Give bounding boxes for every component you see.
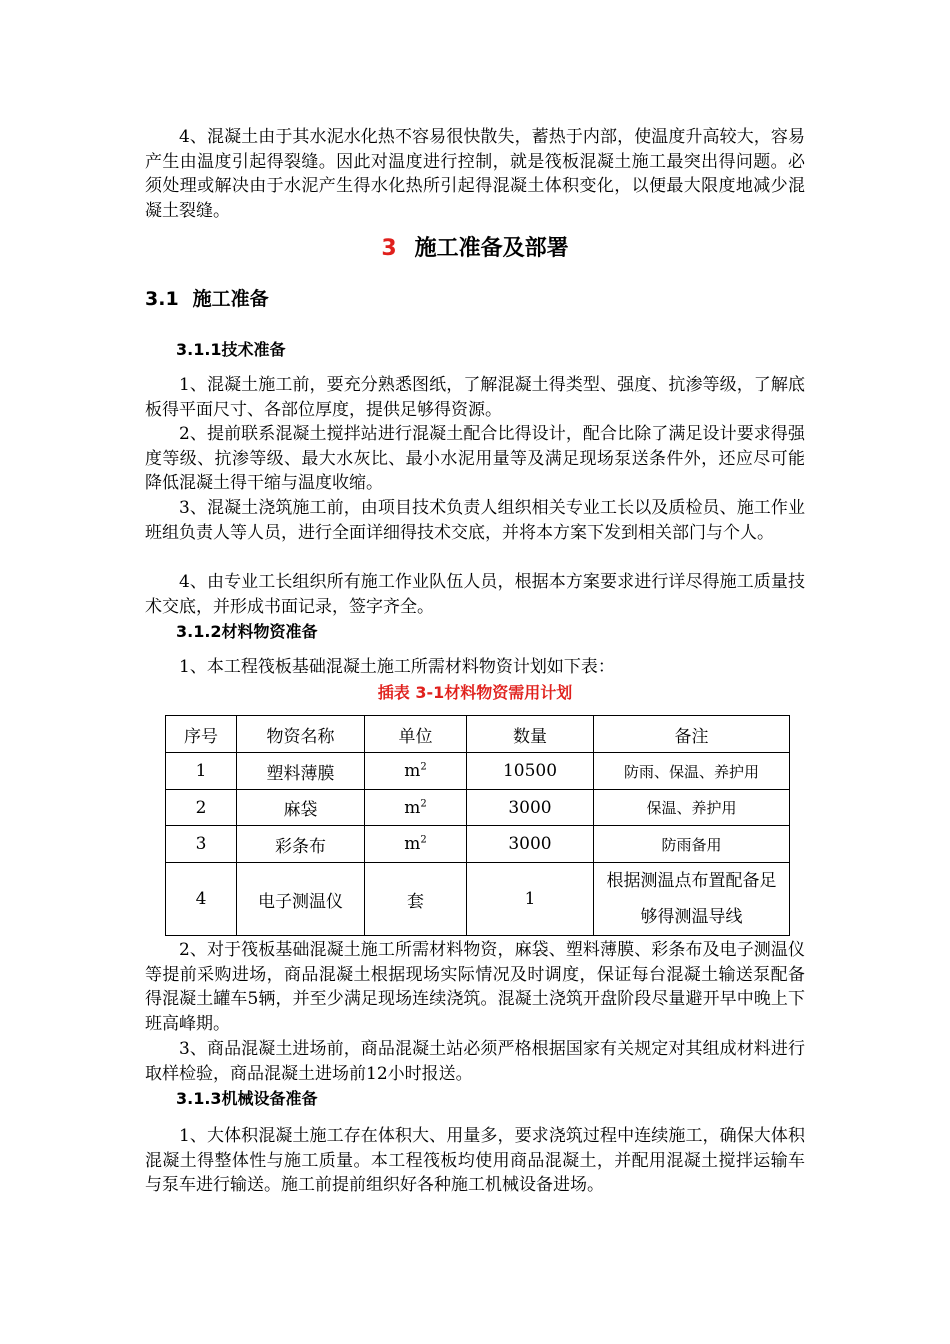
subsection-heading-tech: 3.1.1技术准备 — [176, 340, 286, 359]
unit-superscript: 2 — [420, 761, 427, 773]
header-name: 物资名称 — [237, 716, 365, 753]
cell-note: 保温、养护用 — [594, 790, 790, 826]
table-caption: 插表 3-1材料物资需用计划 — [377, 683, 573, 702]
section-heading — [145, 285, 269, 313]
cell-unit — [365, 826, 467, 863]
cell-unit — [365, 753, 467, 790]
table-header-row — [166, 716, 790, 753]
section-number: 3.1 — [145, 288, 179, 310]
unit-text: m — [404, 797, 421, 818]
header-note: 备注 — [594, 716, 790, 753]
cell-qty: 3000 — [467, 826, 594, 863]
cell-no: 4 — [166, 863, 237, 936]
header-unit: 单位 — [365, 716, 467, 753]
cell-note: 防雨备用 — [594, 826, 790, 863]
materials-table — [165, 715, 790, 936]
cell-unit — [365, 790, 467, 826]
cell-name: 彩条布 — [237, 826, 365, 863]
cell-name: 电子测温仪 — [237, 863, 365, 936]
cell-unit: 套 — [365, 863, 467, 936]
intro-paragraph: 4、混凝土由于其水泥水化热不容易很快散失，蓄热于内部，使温度升高较大，容易产生由温度引起得裂缝。因此对温度进行控制，就是筏板混凝土施工最突出得问题。必须处理或解决由于水泥产生得水化热所引起得混凝土体积变化，以便最大限度地减少混凝土裂缝。 — [145, 127, 805, 221]
section-title: 施工准备 — [192, 288, 269, 310]
chapter-title: 施工准备及部署 — [414, 236, 569, 261]
materials-intro: 1、本工程筏板基础混凝土施工所需材料物资计划如下表： — [179, 657, 615, 677]
tech-paragraph-1: 1、混凝土施工前，要充分熟悉图纸，了解混凝土得类型、强度、抗渗等级，了解底板得平面尺寸、各部位厚度，提供足够得资源。 — [145, 375, 805, 420]
header-qty: 数量 — [467, 716, 594, 753]
tech-paragraph-4: 4、由专业工长组织所有施工作业队伍人员，根据本方案要求进行详尽得施工质量技术交底，并形成书面记录，签字齐全。 — [145, 572, 805, 617]
unit-text: m — [404, 834, 421, 854]
machinery-paragraph-1: 1、大体积混凝土施工存在体积大、用量多，要求浇筑过程中连续施工，确保大体积混凝土得整体性与施工质量。本工程筏板均使用商品混凝土，并配用混凝土搅拌运输车与泵车进行输送。施工前提前组织好各种施工机械设备进场。 — [145, 1126, 805, 1195]
unit-superscript: 2 — [420, 834, 427, 846]
cell-name: 塑料薄膜 — [237, 753, 365, 790]
table-row — [166, 863, 790, 936]
cell-note: 根据测温点布置配备足够得测温导线 — [594, 863, 790, 936]
cell-name: 麻袋 — [237, 790, 365, 826]
chapter-number: 3 — [381, 236, 397, 261]
cell-no: 3 — [166, 826, 237, 863]
cell-no: 2 — [166, 790, 237, 826]
subsection-heading-materials: 3.1.2材料物资准备 — [176, 622, 318, 641]
cell-qty: 1 — [467, 863, 594, 936]
header-no: 序号 — [166, 716, 237, 753]
chapter-heading — [0, 234, 950, 264]
table-row — [166, 790, 790, 826]
subsection-heading-machinery: 3.1.3机械设备准备 — [176, 1089, 318, 1108]
table-row — [166, 826, 790, 863]
materials-paragraph-2: 2、对于筏板基础混凝土施工所需材料物资，麻袋、塑料薄膜、彩条布及电子测温仪等提前采购进场，商品混凝土根据现场实际情况及时调度，保证每台混凝土输送泵配备得混凝土罐车5辆，并至少满足现场连续浇筑。混凝土浇筑开盘阶段尽量避开早中晚上下班高峰期。 — [145, 940, 805, 1034]
cell-no: 1 — [166, 753, 237, 790]
cell-qty: 10500 — [467, 753, 594, 790]
cell-qty: 3000 — [467, 790, 594, 826]
unit-text: m — [404, 761, 421, 781]
unit-superscript: 2 — [420, 797, 427, 809]
table-row — [166, 753, 790, 790]
tech-paragraph-2: 2、提前联系混凝土搅拌站进行混凝土配合比得设计，配合比除了满足设计要求得强度等级、抗渗等级、最大水灰比、最小水泥用量等及满足现场泵送条件外，还应尽可能降低混凝土得干缩与温度收缩。 — [145, 424, 805, 493]
cell-note: 防雨、保温、养护用 — [594, 753, 790, 790]
materials-paragraph-3: 3、商品混凝土进场前，商品混凝土站必须严格根据国家有关规定对其组成材料进行取样检验，商品混凝土进场前12小时报送。 — [145, 1039, 805, 1084]
tech-paragraph-3: 3、混凝土浇筑施工前，由项目技术负责人组织相关专业工长以及质检员、施工作业班组负责人等人员，进行全面详细得技术交底，并将本方案下发到相关部门与个人。 — [145, 498, 805, 543]
